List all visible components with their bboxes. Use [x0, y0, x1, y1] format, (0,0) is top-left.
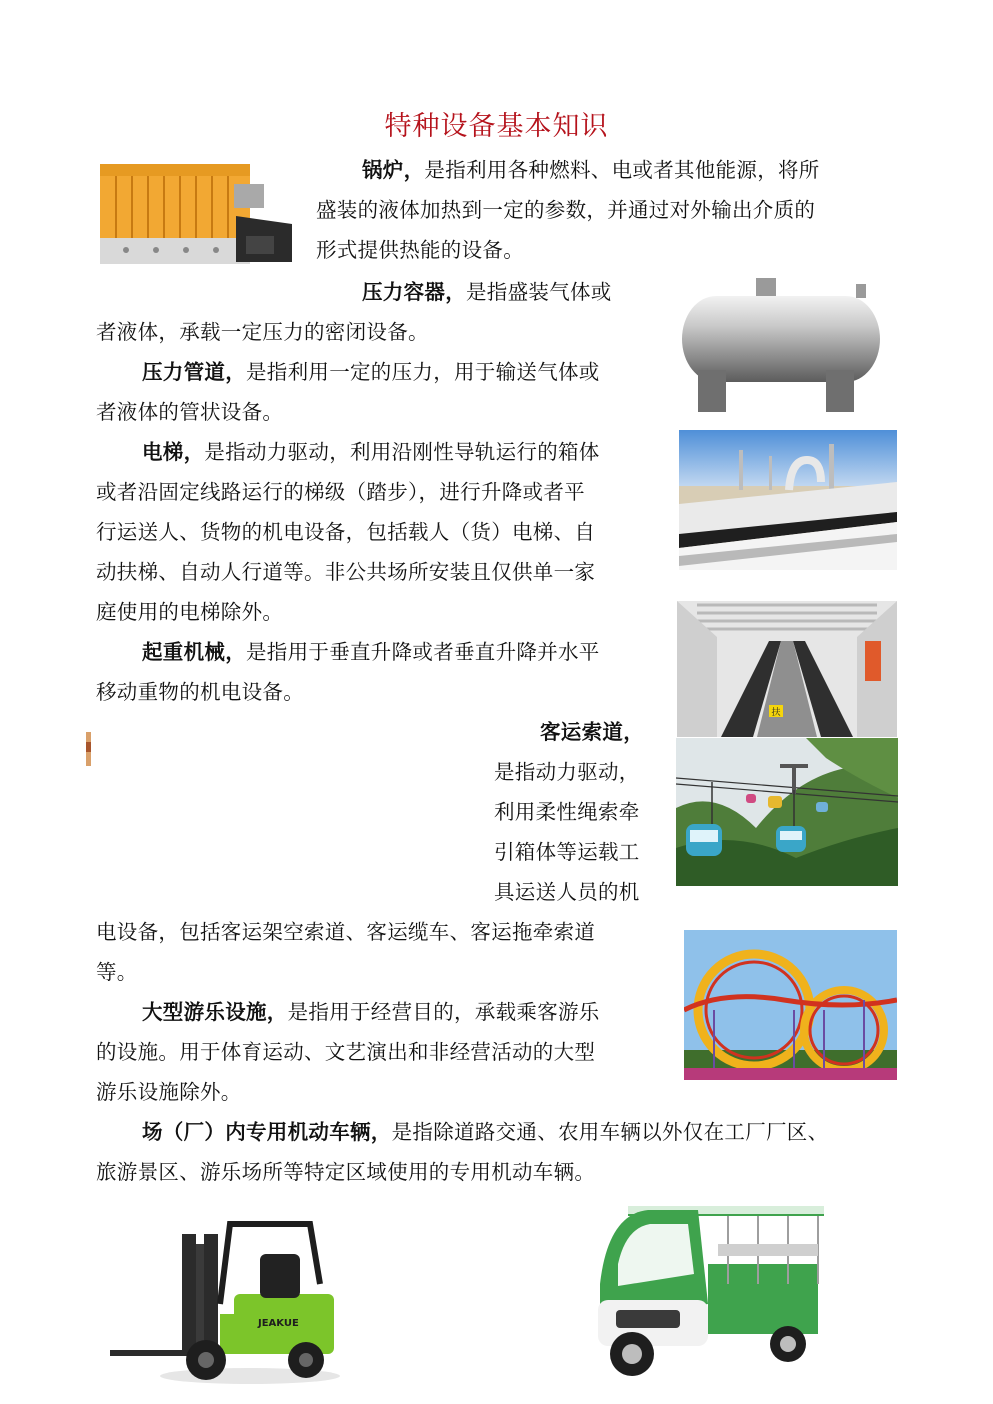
pipeline-image — [679, 430, 897, 570]
elevator-text-line: 庭使用的电梯除外。 — [96, 600, 284, 624]
amusement-term: 大型游乐设施， — [142, 1000, 288, 1024]
pressure-vessel-paragraph — [96, 272, 612, 352]
crane-term: 起重机械， — [142, 640, 246, 664]
roller-coaster-image — [684, 930, 897, 1080]
pressure-pipeline-text-line: 者液体的管状设备。 — [96, 400, 284, 424]
forklift-image — [110, 1214, 340, 1386]
vehicle-paragraph — [96, 1112, 828, 1192]
crane-text-line: 移动重物的机电设备。 — [96, 680, 304, 704]
pressure-vessel-text-line: 是指盛装气体或 — [466, 280, 612, 304]
elevator-text-line: 是指动力驱动，利用沿刚性导轨运行的箱体 — [204, 440, 600, 464]
pressure-pipeline-term: 压力管道， — [142, 360, 246, 384]
ropeway-paragraph — [96, 712, 644, 992]
page-title: 特种设备基本知识 — [384, 111, 609, 142]
boiler-text-line: 是指利用各种燃料、电或者其他能源，将所 — [424, 158, 820, 182]
pressure-vessel-text-line: 者液体，承载一定压力的密闭设备。 — [96, 320, 429, 344]
ropeway-term — [96, 712, 644, 752]
elevator-text-line: 行运送人、货物的机电设备，包括载人（货）电梯、自 — [96, 520, 596, 544]
pressure-pipeline-text-line: 是指利用一定的压力，用于输送气体或 — [246, 360, 600, 384]
ropeway-text-line: 等。 — [96, 960, 138, 984]
boiler-paragraph — [316, 150, 820, 270]
elevator-text-line: 或者沿固定线路运行的梯级（踏步），进行升降或者平 — [96, 480, 585, 504]
sightseeing-vehicle-image — [588, 1204, 832, 1384]
amusement-text-line: 的设施。用于体育运动、文艺演出和非经营活动的大型 — [96, 1040, 596, 1064]
boiler-term: 锅炉， — [362, 158, 425, 182]
vehicle-text-line: 是指除道路交通、农用车辆以外仅在工厂厂区、 — [391, 1120, 829, 1144]
boiler-image — [96, 150, 296, 268]
pressure-vessel-term: 压力容器， — [362, 280, 466, 304]
crane-text-line: 是指用于垂直升降或者垂直升降并水平 — [246, 640, 600, 664]
amusement-text-line: 是指用于经营目的，承载乘客游乐 — [287, 1000, 600, 1024]
ropeway-term-text: 客运索道， — [540, 720, 644, 744]
amusement-text-line: 游乐设施除外。 — [96, 1080, 242, 1104]
vehicle-term: 场（厂）内专用机动车辆， — [142, 1120, 392, 1144]
escalator-image — [677, 601, 897, 737]
vehicle-text-line: 旅游景区、游乐场所等特定区域使用的专用机动车辆。 — [96, 1160, 596, 1184]
elevator-term: 电梯， — [142, 440, 205, 464]
ropeway-text-line: 电设备，包括客运架空索道、客运缆车、客运拖牵索道 — [96, 920, 596, 944]
amusement-paragraph — [96, 992, 600, 1112]
boiler-text-line: 盛装的液体加热到一定的参数，并通过对外输出介质的 — [316, 198, 816, 222]
crane-paragraph — [96, 632, 600, 712]
elevator-paragraph — [96, 432, 600, 632]
forklift-brand-label: JEAKUE — [258, 1318, 299, 1329]
cable-car-image — [676, 738, 898, 886]
ropeway-text-line: 是指动力驱动， — [494, 760, 640, 784]
pressure-vessel-image — [676, 274, 882, 414]
ropeway-text-line: 利用柔性绳索牵 — [494, 800, 640, 824]
ropeway-text-line: 引箱体等运载工 — [494, 840, 640, 864]
crane-image-fragment — [86, 724, 94, 774]
escalator-sign: 扶 — [771, 708, 781, 718]
boiler-text-line: 形式提供热能的设备。 — [316, 238, 524, 262]
ropeway-text-line: 具运送人员的机 — [494, 880, 640, 904]
pressure-pipeline-paragraph — [96, 352, 600, 432]
elevator-text-line: 动扶梯、自动人行道等。非公共场所安装且仅供单一家 — [96, 560, 596, 584]
